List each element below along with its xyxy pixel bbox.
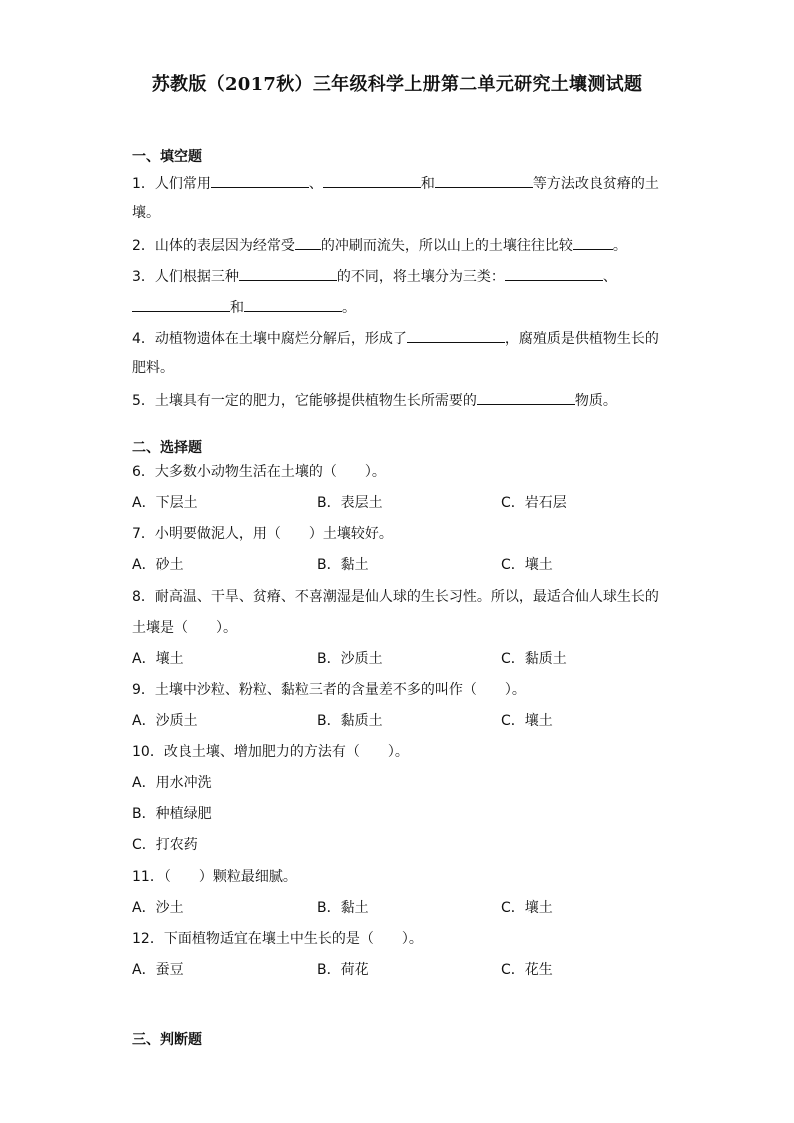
question-11-stem: 11．（ ）颗粒最细腻。 [132,869,297,885]
question-3-line-1 [132,265,617,287]
q3-blank-4[interactable] [244,296,342,312]
question-1-line-2 [132,203,160,223]
q3-text-d: 和 [230,300,244,316]
q9-option-a[interactable]: A．沙质土 [132,713,198,729]
q11-option-c[interactable]: C．壤土 [501,900,553,916]
q2-blank-1[interactable] [295,234,321,250]
q4-text-a: 4．动植物遗体在土壤中腐烂分解后，形成了 [132,331,407,347]
q10-option-c[interactable]: C．打农药 [132,837,198,853]
q5-blank-1[interactable] [477,389,575,405]
q10-option-b[interactable]: B．种植绿肥 [132,806,212,822]
section-heading-choice: 二、选择题 [132,440,202,456]
q6-option-b[interactable]: B．表层土 [317,495,383,511]
question-10-stem: 10．改良土壤、增加肥力的方法有（ ）。 [132,744,409,760]
q1-blank-1[interactable] [211,172,309,188]
q6-option-a[interactable]: A．下层土 [132,495,198,511]
question-1-line-1 [132,172,659,194]
q4-text-c: 肥料。 [132,360,174,376]
q12-option-c[interactable]: C．花生 [501,962,553,978]
question-3-line-2 [132,296,356,318]
q3-text-b: 的不同，将土壤分为三类： [336,269,505,285]
q4-text-b: ，腐殖质是供植物生长的 [504,331,659,347]
q8-option-a[interactable]: A．壤土 [132,651,184,667]
q3-text-a: 3．人们根据三种 [132,269,239,285]
q7-option-c[interactable]: C．壤土 [501,557,553,573]
q2-text-c: 。 [612,238,627,254]
section-heading-judge: 三、判断题 [132,1032,202,1048]
q9-option-b[interactable]: B．黏质土 [317,713,383,729]
q8-option-b[interactable]: B．沙质土 [317,651,383,667]
q7-option-a[interactable]: A．砂土 [132,557,184,573]
q6-option-c[interactable]: C．岩石层 [501,495,567,511]
q7-option-b[interactable]: B．黏土 [317,557,369,573]
q1-text-a: 1．人们常用 [132,176,211,192]
q3-text-e: 。 [342,300,356,316]
q11-option-b[interactable]: B．黏土 [317,900,369,916]
q3-blank-1[interactable] [239,265,337,281]
q2-text-a: 2．山体的表层因为经常受 [132,238,295,254]
q1-text-c: 和 [420,176,435,192]
q5-text-a: 5．土壤具有一定的肥力，它能够提供植物生长所需要的 [132,393,477,409]
q3-blank-3[interactable] [132,296,230,312]
question-5 [132,389,617,411]
question-8-stem-line-2: 土壤是（ ）。 [132,620,237,636]
q9-option-c[interactable]: C．壤土 [501,713,553,729]
question-8-stem-line-1: 8．耐高温、干旱、贫瘠、不喜潮湿是仙人球的生长习性。所以，最适合仙人球生长的 [132,589,659,605]
q5-text-b: 物质。 [574,393,617,409]
q11-option-a[interactable]: A．沙土 [132,900,184,916]
q1-text-b: 、 [308,176,323,192]
q1-text-d: 等方法改良贫瘠的土 [532,176,659,192]
question-4-line-2 [132,358,174,378]
page-title: 苏教版（2017秋）三年级科学上册第二单元研究土壤测试题 [151,74,643,95]
question-6-stem: 6．大多数小动物生活在土壤的（ ）。 [132,464,386,480]
q1-blank-3[interactable] [435,172,533,188]
q12-option-b[interactable]: B．荷花 [317,962,369,978]
q2-text-b: 的冲刷而流失，所以山上的土壤往往比较 [320,238,573,254]
question-12-stem: 12．下面植物适宜在壤土中生长的是（ ）。 [132,931,423,947]
question-2 [132,234,627,256]
question-4-line-1 [132,327,659,349]
question-9-stem: 9．土壤中沙粒、粉粒、黏粒三者的含量差不多的叫作（ ）。 [132,682,526,698]
q1-blank-2[interactable] [323,172,421,188]
q10-option-a[interactable]: A．用水冲洗 [132,775,212,791]
q4-blank-1[interactable] [407,327,505,343]
q2-blank-2[interactable] [573,234,613,250]
q12-option-a[interactable]: A．蚕豆 [132,962,184,978]
q8-option-c[interactable]: C．黏质土 [501,651,567,667]
q3-text-c: 、 [602,269,617,285]
question-7-stem: 7．小明要做泥人，用（ ）土壤较好。 [132,526,393,542]
q3-blank-2[interactable] [505,265,603,281]
q1-text-e: 壤。 [132,205,160,221]
section-heading-fill: 一、填空题 [132,149,202,165]
